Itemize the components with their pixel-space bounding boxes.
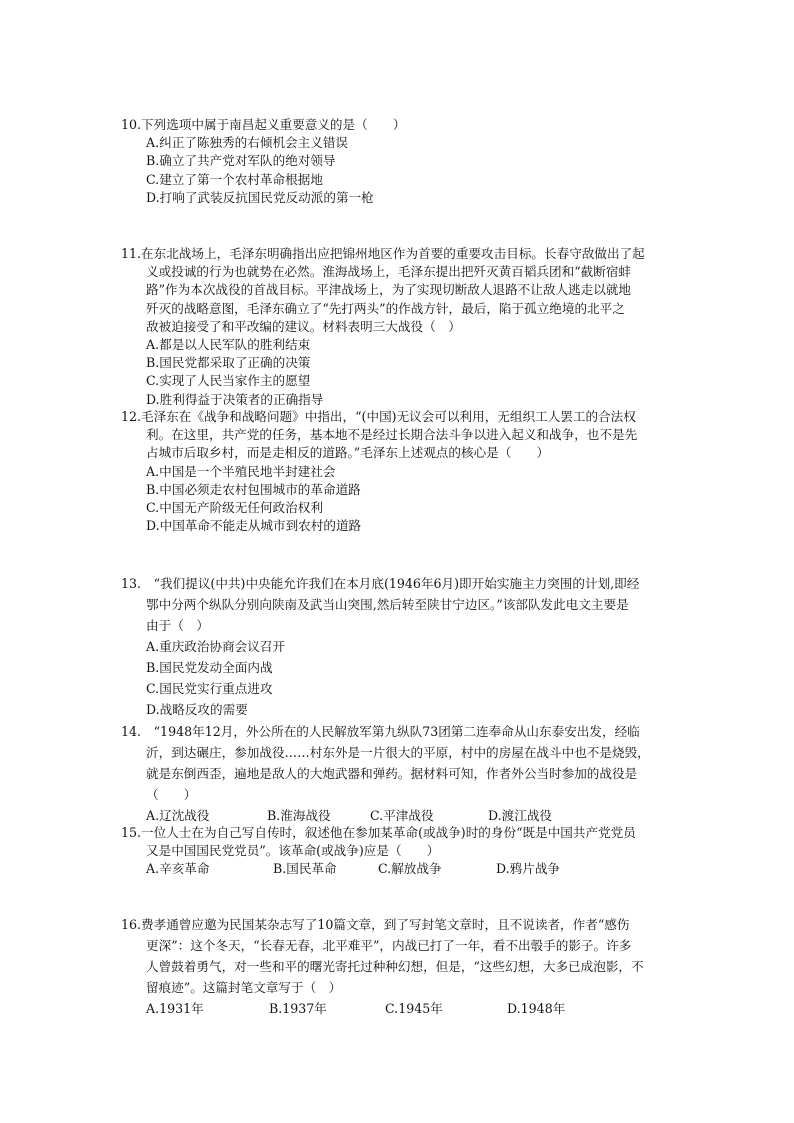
question-12-stem-line: 12.毛泽东在《战争和战略问题》中指出，“(中国)无议会可以利用，无组织工人罢工的合法权 <box>121 409 636 424</box>
question-14-stem-line: 沂，到达碾庄，参加战役……村东外是一片很大的平原，村中的房屋在战斗中也不是烧毁， <box>146 745 650 760</box>
question-13-stem-line: 鄂中分两个纵队分别向陕南及武当山突围,然后转至陕甘宁边区。”该部队发此电文主要是 <box>146 597 629 612</box>
question-15-options <box>121 860 721 878</box>
question-14-option-a: A.辽沈战役 <box>146 808 210 823</box>
question-11-option-b: B.国民党都采取了正确的决策 <box>146 355 311 371</box>
question-15-option-b: B.国民革命 <box>273 861 337 877</box>
question-16-options <box>121 998 721 1019</box>
question-13-option-d: D.战略反攻的需要 <box>146 702 248 717</box>
question-16-stem-line: 人曾鼓着勇气，对一些和平的曙光寄托过种种幻想，但是，“这些幻想，大多已成泡影，不 <box>146 959 644 974</box>
question-14-option-c: C.平津战役 <box>370 808 434 823</box>
question-14-stem-line: 14. “1948年12月，外公所在的人民解放军第九纵队73团第二连奉命从山东泰安出发，经临 <box>121 724 640 739</box>
question-16-option-a: A.1931年 <box>146 1001 204 1016</box>
question-12-stem-line: 利。在这里，共产党的任务，基本地不是经过长期合法斗争以进入起义和战争，也不是先 <box>146 427 638 443</box>
question-12-option-c: C.中国无产阶级无任何政治权利 <box>146 500 323 516</box>
question-14-options <box>121 805 721 826</box>
question-13-option-c: C.国民党实行重点进攻 <box>146 681 273 696</box>
question-10-stem: 10.下列选项中属于南昌起义重要意义的是（ ） <box>121 117 406 132</box>
question-16-stem-line: 留痕迹”。这篇封笔文章写于（ ） <box>146 980 342 995</box>
question-11-stem-line: 义或投诚的行为也就势在必然。淮海战场上，毛泽东提出把歼灭黄百韬兵团和“截断宿蚌 <box>146 264 632 280</box>
question-10 <box>121 116 721 207</box>
question-11-option-c: C.实现了人民当家作主的愿望 <box>146 373 311 389</box>
question-11 <box>121 245 721 409</box>
question-15-stem-line: 又是中国国民党党员”。该革命(或战争)应是（ ） <box>146 843 440 859</box>
question-11-option-d: D.胜利得益于决策者的正确指导 <box>146 391 324 407</box>
question-16-stem-line: 更深”：这个冬天，“长春无春，北平难平”，内战已打了一年，看不出彀手的影子。许多 <box>146 938 632 953</box>
question-16-stem-line: 16.费孝通曾应邀为民国某杂志写了10篇文章，到了写封笔文章时，且不说读者，作者“感伤 <box>121 917 630 932</box>
question-10-option-b: B.确立了共产党对军队的绝对领导 <box>146 153 336 169</box>
question-11-stem-line: 路”作为本次战役的首战目标。平津战场上，为了实现切断敌人退路不让敌人逃走以就地 <box>146 282 632 298</box>
question-16-option-c: C.1945年 <box>385 1001 443 1016</box>
question-10-option-a: A.纠正了陈独秀的右倾机会主义错误 <box>146 135 349 151</box>
question-10-option-d: D.打响了武装反抗国民党反动派的第一枪 <box>146 189 374 205</box>
question-12-option-d: D.中国革命不能走从城市到农村的道路 <box>146 518 362 534</box>
question-14-option-b: B.淮海战役 <box>267 808 331 823</box>
question-14-stem-line: 就是东倒西歪，遍地是敌人的大炮武器和弹药。据材料可知，作者外公当时参加的战役是 <box>146 766 638 781</box>
question-11-stem-line: 歼灭的战略意图，毛泽东确立了“先打两头”的作战方针，最后，陷于孤立绝境的北平之 <box>146 300 625 316</box>
question-14-option-d: D.渡江战役 <box>488 808 553 823</box>
question-15-option-d: D.鸦片战争 <box>496 861 561 877</box>
question-11-option-a: A.都是以人民军队的胜利结束 <box>146 337 311 353</box>
question-14-stem-line: （ ） <box>146 787 197 802</box>
question-14 <box>121 721 721 826</box>
question-16-option-b: B.1937年 <box>269 1001 327 1016</box>
question-15 <box>121 824 721 879</box>
question-10-option-c: C.建立了第一个农村革命根据地 <box>146 171 323 187</box>
question-13-option-a: A.重庆政治协商会议召开 <box>146 639 286 654</box>
question-13 <box>121 573 721 720</box>
question-11-stem-line: 敌被迫接受了和平改编的建议。材料表明三大战役（ ） <box>146 318 461 334</box>
question-15-option-a: A.辛亥革命 <box>146 861 210 877</box>
question-13-stem-line: 13. “我们提议(中共)中央能允许我们在本月底(1946年6月)即开始实施主力突围的计划,即经 <box>121 576 640 591</box>
question-15-stem-line: 15.一位人士在为自己写自传时，叙述他在参加某革命(或战争)时的身份“既是中国共产党党员 <box>121 825 636 840</box>
question-11-stem-line: 11.在东北战场上，毛泽东明确指出应把锦州地区作为首要的重要攻击目标。长春守敌做出了起 <box>121 246 645 261</box>
question-12-option-b: B.中国必须走农村包围城市的革命道路 <box>146 481 361 497</box>
question-12-stem-line: 占城市后取乡村，而是走相反的道路。”毛泽东上述观点的核心是（ ） <box>146 445 550 461</box>
question-12-option-a: A.中国是一个半殖民地半封建社会 <box>146 463 336 479</box>
question-13-option-b: B.国民党发动全面内战 <box>146 660 273 675</box>
question-16 <box>121 914 721 1019</box>
question-12 <box>121 408 721 535</box>
question-13-stem-line: 由于（ ） <box>146 618 209 633</box>
question-16-option-d: D.1948年 <box>507 1001 566 1016</box>
question-15-option-c: C.解放战争 <box>378 861 442 877</box>
